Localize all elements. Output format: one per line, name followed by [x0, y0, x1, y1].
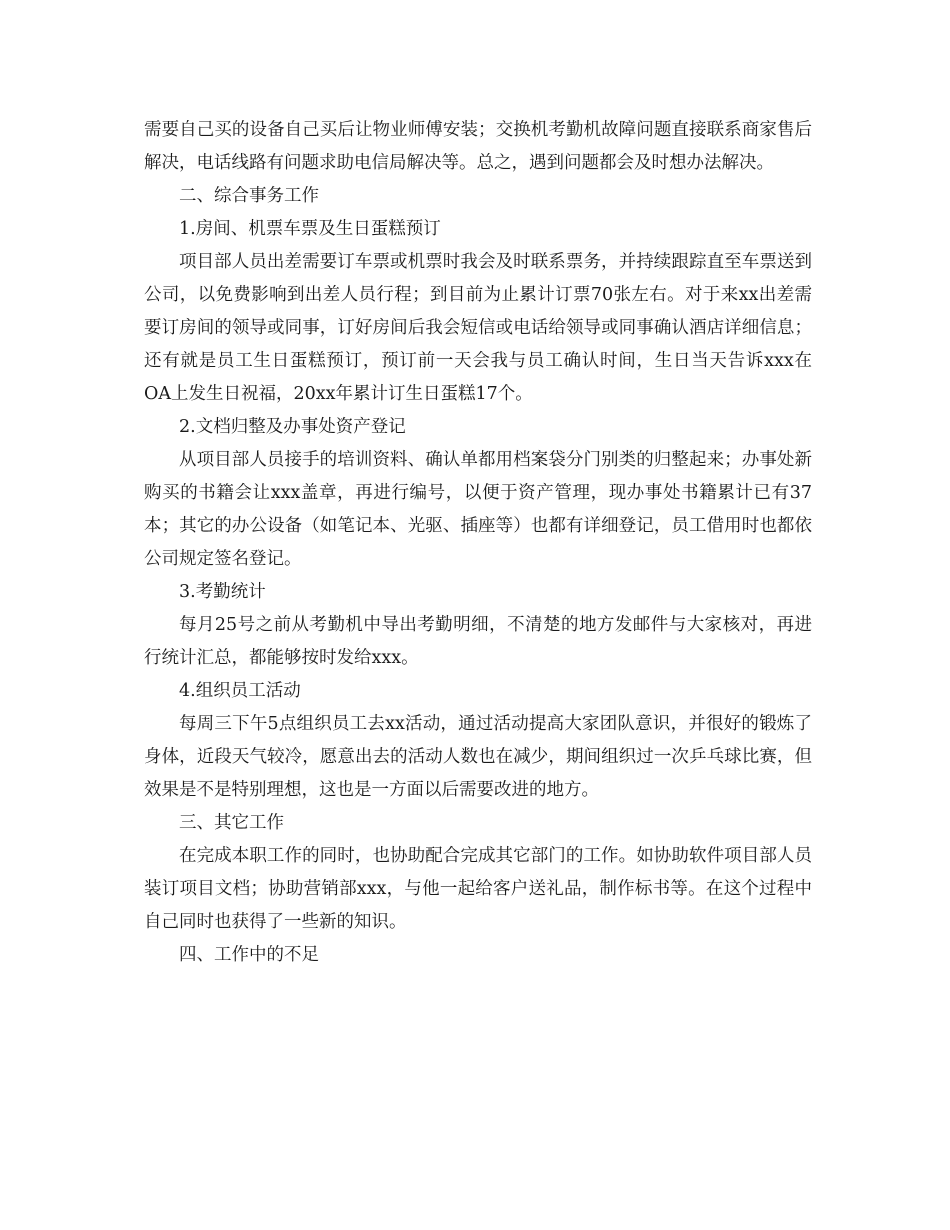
paragraph: 项目部人员出差需要订车票或机票时我会及时联系票务，并持续跟踪直至车票送到公司，以免费影响到出差人员行程；到目前为止累计订票70张左右。对于来xx出差需要订房间的领导或同事，订好房间后我会短信或电话给领导或同事确认酒店详细信息；还有就是员工生日蛋糕预订，预订前一天会我与员工确认时间，生日当天告诉xxx在OA上发生日祝福，20xx年累计订生日蛋糕17个。 [144, 252, 812, 404]
paragraph: 需要自己买的设备自己买后让物业师傅安装；交换机考勤机故障问题直接联系商家售后解决，电话线路有问题求助电信局解决等。总之，遇到问题都会及时想办法解决。 [144, 120, 812, 173]
paragraph: 每月25号之前从考勤机中导出考勤明细，不清楚的地方发邮件与大家核对，再进行统计汇总，都能够按时发给xxx。 [144, 615, 812, 668]
subsection-heading: 3.考勤统计 [179, 582, 266, 602]
paragraph: 从项目部人员接手的培训资料、确认单都用档案袋分门别类的归整起来；办事处新购买的书籍会让xxx盖章，再进行编号，以便于资产管理，现办事处书籍累计已有37本；其它的办公设备（如笔记本、光驱、插座等）也都有详细登记，员工借用时也都依公司规定签名登记。 [144, 450, 812, 569]
section-heading: 二、综合事务工作 [179, 186, 319, 206]
paragraph: 在完成本职工作的同时，也协助配合完成其它部门的工作。如协助软件项目部人员装订项目文档；协助营销部xxx，与他一起给客户送礼品，制作标书等。在这个过程中自己同时也获得了一些新的知识。 [144, 846, 812, 932]
subsection-heading: 2.文档归整及办事处资产登记 [179, 417, 406, 437]
section-heading: 四、工作中的不足 [179, 945, 319, 965]
document-body [144, 114, 812, 972]
paragraph: 每周三下午5点组织员工去xx活动，通过活动提高大家团队意识，并很好的锻炼了身体，近段天气较冷，愿意出去的活动人数也在减少，期间组织过一次乒乓球比赛，但效果是不是特别理想，这也是一方面以后需要改进的地方。 [144, 714, 812, 800]
document-page [144, 114, 812, 972]
subsection-heading: 4.组织员工活动 [179, 681, 301, 701]
section-heading: 三、其它工作 [179, 813, 284, 833]
subsection-heading: 1.房间、机票车票及生日蛋糕预订 [179, 219, 441, 239]
